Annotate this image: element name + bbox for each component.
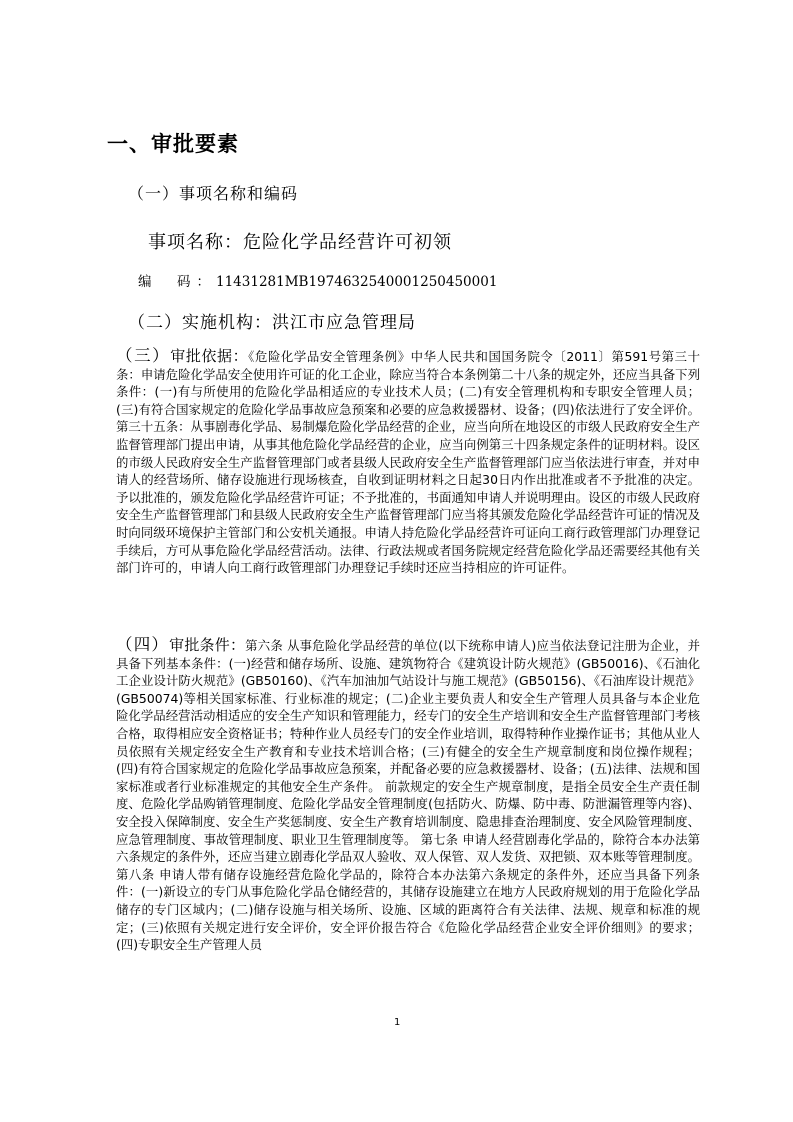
conditions-label: 审批条件： [169, 636, 246, 654]
page-number: 1 [394, 1017, 401, 1028]
conditions-text: 第六条 从事危险化学品经营的单位(以下统称申请人)应当依法登记注册为企业，并具备下列基本条件：(一)经营和储存场所、设施、建筑物符合《建筑设计防火规范》(GB50016)、《石油化工企业设计防火规范》(GB50160)、《汽车加油加气站设计与施工规范》(GB50156)、《石油库设计规范》(GB50074)等相关国家标准、行业标准的规定；(二)企业主要负责人和安全生产管理人员具备与本企业危险化学品经营活动相适应的安全生产知识和管理能力，经专门的安全生产培训和安全生产监督管理部门考核合格，取得相应安全资格证书；特种作业人员经专门的安全作业培训，取得特种作业操作证书；其他从业人员依照有关规定经安全生产教育和专业技术培训合格；(三)有健全的安全生产规章制度和岗位操作规程；(四)有符合国家规定的危险化学品事故应急预案，并配备必要的应急救援器材、设备；(五)法律、法规和国家标准或者行业标准规定的其他安全生产条件。 前款规定的安全生产规章制度，是指全员安全生产责任制度、危险化学品购销管理制度、危险化学品安全管理制度(包括防火、防爆、防中毒、防泄漏管理等内容)、安全投入保障制度、安全生产奖惩制度、安全生产教育培训制度、隐患排查治理制度、安全风险管理制度、应急管理制度、事故管理制度、职业卫生管理制度等。 第七条 申请人经营剧毒化学品的，除符合本办法第六条规定的条件外，还应当建立剧毒化学品双人验收、双人保管、双人发货、双把锁、双本账等管理制度。 第八条 申请人带有储存设施经营危险化学品的，除符合本办法第六条规定的条件外，还应当具备下列条件：(一)新设立的专门从事危险化学品仓储经营的，其储存设施建立在地方人民政府规划的用于危险化学品储存的专门区域内；(二)储存设施与相关场所、设施、区域的距离符合有关法律、法规、规章和标准的规定；(三)依照有关规定进行安全评价，安全评价报告符合《危险化学品经营企业安全评价细则》的要求；(四)专职安全生产管理人员 [116, 638, 701, 953]
code-line [138, 270, 497, 290]
section-title: 一、审批要素 [107, 132, 239, 156]
item-name-heading: （一）事项名称和编码 [128, 184, 299, 203]
code-value: 11431281MB1974632540001250450001 [216, 274, 498, 290]
item-name-value: 危险化学品经营许可初领 [243, 232, 452, 253]
approval-basis-paragraph [116, 347, 700, 577]
approval-conditions-paragraph [116, 636, 700, 954]
code-label: 编 码： [138, 274, 216, 290]
conditions-lead: （四） [116, 635, 170, 654]
agency-value: 洪江市应急管理局 [272, 313, 416, 333]
basis-text: 《危险化学品安全管理条例》中华人民共和国国务院令〔2011〕第591号第三十条：申请危险化学品安全使用许可证的化工企业，除应当符合本条例第二十八条的规定外，还应当具备下列条件：(一)有与所使用的危险化学品相适应的专业技术人员；(二)有安全管理机构和专职安全管理人员；(三)有符合国家规定的危险化学品事故应急预案和必要的应急救援器材、设备；(四)依法进行了安全评价。第三十五条：从事剧毒化学品、易制爆危险化学品经营的企业，应当向所在地设区的市级人民政府安全生产监督管理部门提出申请，从事其他危险化学品经营的企业，应当向例第三十四条规定条件的证明材料。设区的市级人民政府安全生产监督管理部门或者县级人民政府安全生产监督管理部门应当依法进行审查，并对申请人的经营场所、储存设施进行现场核查，自收到证明材料之日起30日内作出批准或者不予批准的决定。予以批准的，颁发危险化学品经营许可证；不予批准的，书面通知申请人并说明理由。设区的市级人民政府安全生产监督管理部门和县级人民政府安全生产监督管理部门应当将其颁发危险化学品经营许可证的情况及时向同级环境保护主管部门和公安机关通报。申请人持危险化学品经营许可证向工商行政管理部门办理登记手续后，方可从事危险化学品经营活动。法律、行政法规或者国务院规定经营危险化学品还需要经其他有关部门许可的，申请人向工商行政管理部门办理登记手续时还应当持相应的许可证件。 [116, 349, 701, 576]
basis-lead: （三） [116, 346, 171, 365]
item-name-label: 事项名称： [148, 232, 243, 253]
basis-label: 审批依据： [170, 347, 249, 365]
agency-line [128, 308, 416, 333]
agency-heading: （二）实施机构： [128, 313, 272, 333]
item-name-line [148, 228, 452, 254]
